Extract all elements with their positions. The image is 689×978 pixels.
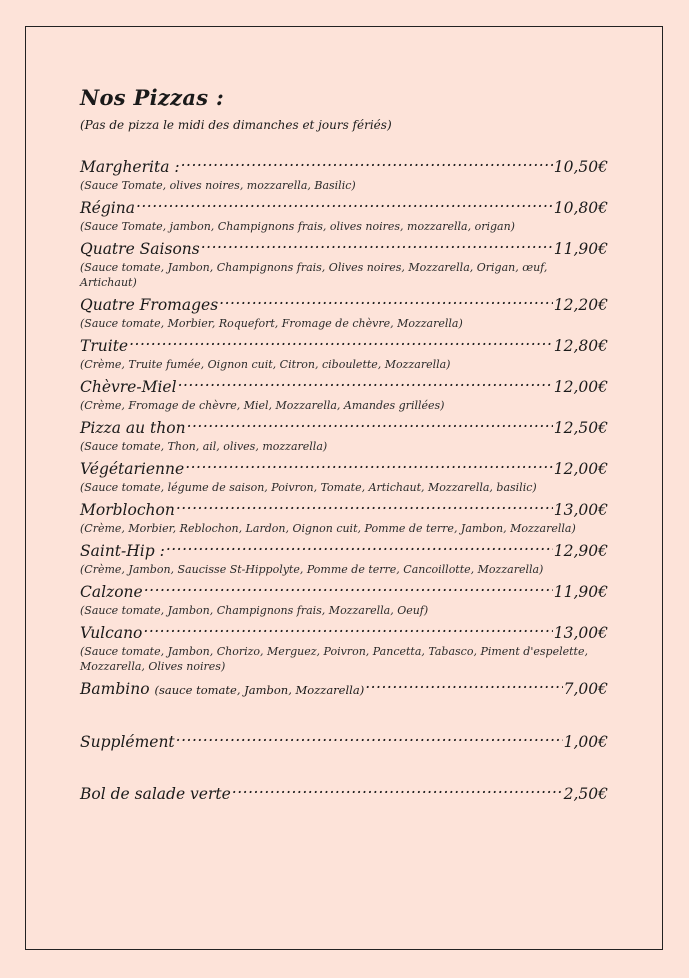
pizza-price: 12,00€ (553, 460, 608, 478)
pizza-price: 11,90€ (553, 583, 608, 601)
extra-name: Supplément (80, 733, 175, 751)
pizza-description: (Crème, Jambon, Saucisse St-Hippolyte, Pomme de terre, Cancoillotte, Mozzarella) (80, 563, 544, 576)
pizza-name: Quatre Fromages (80, 296, 219, 314)
pizza-item-vulcano (80, 622, 608, 674)
pizza-description: (Crème, Morbier, Reblochon, Lardon, Oignon cuit, Pomme de terre, Jambon, Mozzarella) (80, 522, 576, 535)
pizza-description: (Sauce Tomate, olives noires, mozzarella, Basilic) (80, 179, 356, 192)
pizza-list (80, 156, 608, 805)
pizza-name: Pizza au thon (80, 419, 186, 437)
dot-leader (185, 459, 553, 475)
dot-leader (143, 623, 552, 639)
pizza-price: 11,90€ (553, 240, 608, 258)
dot-leader (129, 336, 553, 352)
pizza-price: 12,20€ (553, 296, 608, 314)
dot-leader (201, 239, 553, 255)
pizza-item-thon (80, 417, 608, 454)
pizza-item-bambino (80, 678, 608, 701)
pizza-name: Bambino (80, 680, 150, 698)
pizza-item-truite (80, 335, 608, 372)
pizza-price: 10,80€ (553, 199, 608, 217)
dot-leader (181, 157, 553, 173)
dot-leader (176, 732, 563, 748)
pizza-price: 13,00€ (553, 501, 608, 519)
pizza-name: Morblochon (80, 501, 175, 519)
pizza-item-chevre-miel (80, 376, 608, 413)
pizza-item-margherita (80, 156, 608, 193)
extra-price: 2,50€ (563, 785, 608, 803)
pizza-name: Truite (80, 337, 129, 355)
pizza-price: 7,00€ (563, 680, 608, 698)
pizza-name: Chèvre-Miel (80, 378, 177, 396)
pizza-item-vegetarienne (80, 458, 608, 495)
pizza-description: (Sauce tomate, Morbier, Roquefort, Fromage de chèvre, Mozzarella) (80, 317, 463, 330)
page-subtitle: (Pas de pizza le midi des dimanches et jours fériés) (80, 118, 392, 132)
page-title: Nos Pizzas : (80, 85, 225, 110)
pizza-description: (Crème, Fromage de chèvre, Miel, Mozzarella, Amandes grillées) (80, 399, 445, 412)
pizza-price: 12,80€ (553, 337, 608, 355)
pizza-item-morblochon (80, 499, 608, 536)
pizza-description: (Sauce tomate, Jambon, Champignons frais, Mozzarella, Oeuf) (80, 604, 429, 617)
dot-leader (232, 784, 563, 800)
pizza-name: Saint-Hip : (80, 542, 165, 560)
dot-leader (166, 541, 553, 557)
dot-leader (144, 582, 553, 598)
pizza-description: (Crème, Truite fumée, Oignon cuit, Citron, ciboulette, Mozzarella) (80, 358, 451, 371)
dot-leader (187, 418, 553, 434)
extra-item-supplement (80, 731, 608, 753)
pizza-name: Margherita : (80, 158, 180, 176)
extra-name: Bol de salade verte (80, 785, 231, 803)
extra-price: 1,00€ (563, 733, 608, 751)
dot-leader (219, 295, 553, 311)
pizza-price: 10,50€ (553, 158, 608, 176)
dot-leader (136, 198, 553, 214)
extra-item-salade (80, 783, 608, 805)
pizza-item-saint-hip (80, 540, 608, 577)
pizza-price: 13,00€ (553, 624, 608, 642)
pizza-description: (sauce tomate, Jambon, Mozzarella) (154, 683, 365, 697)
menu-content (80, 84, 608, 805)
pizza-description: (Sauce tomate, Jambon, Chorizo, Merguez, Poivron, Pancetta, Tabasco, Piment d'espelette, Mozzarella, Olives noires) (80, 645, 588, 673)
pizza-price: 12,90€ (553, 542, 608, 560)
pizza-item-calzone (80, 581, 608, 618)
pizza-item-quatre-saisons (80, 238, 608, 290)
pizza-description: (Sauce Tomate, jambon, Champignons frais, olives noires, mozzarella, origan) (80, 220, 515, 233)
pizza-price: 12,00€ (553, 378, 608, 396)
pizza-name: Calzone (80, 583, 143, 601)
dot-leader (178, 377, 553, 393)
pizza-item-quatre-fromages (80, 294, 608, 331)
pizza-name: Vulcano (80, 624, 143, 642)
pizza-price: 12,50€ (553, 419, 608, 437)
pizza-description: (Sauce tomate, légume de saison, Poivron, Tomate, Artichaut, Mozzarella, basilic) (80, 481, 537, 494)
dot-leader (176, 500, 553, 516)
pizza-name: Quatre Saisons (80, 240, 200, 258)
pizza-description: (Sauce tomate, Jambon, Champignons frais, Olives noires, Mozzarella, Origan, œuf, Artichaut) (80, 261, 548, 289)
dot-leader (365, 679, 562, 695)
pizza-name: Régina (80, 199, 135, 217)
pizza-item-regina (80, 197, 608, 234)
pizza-description: (Sauce tomate, Thon, ail, olives, mozzarella) (80, 440, 328, 453)
pizza-name: Végétarienne (80, 460, 185, 478)
